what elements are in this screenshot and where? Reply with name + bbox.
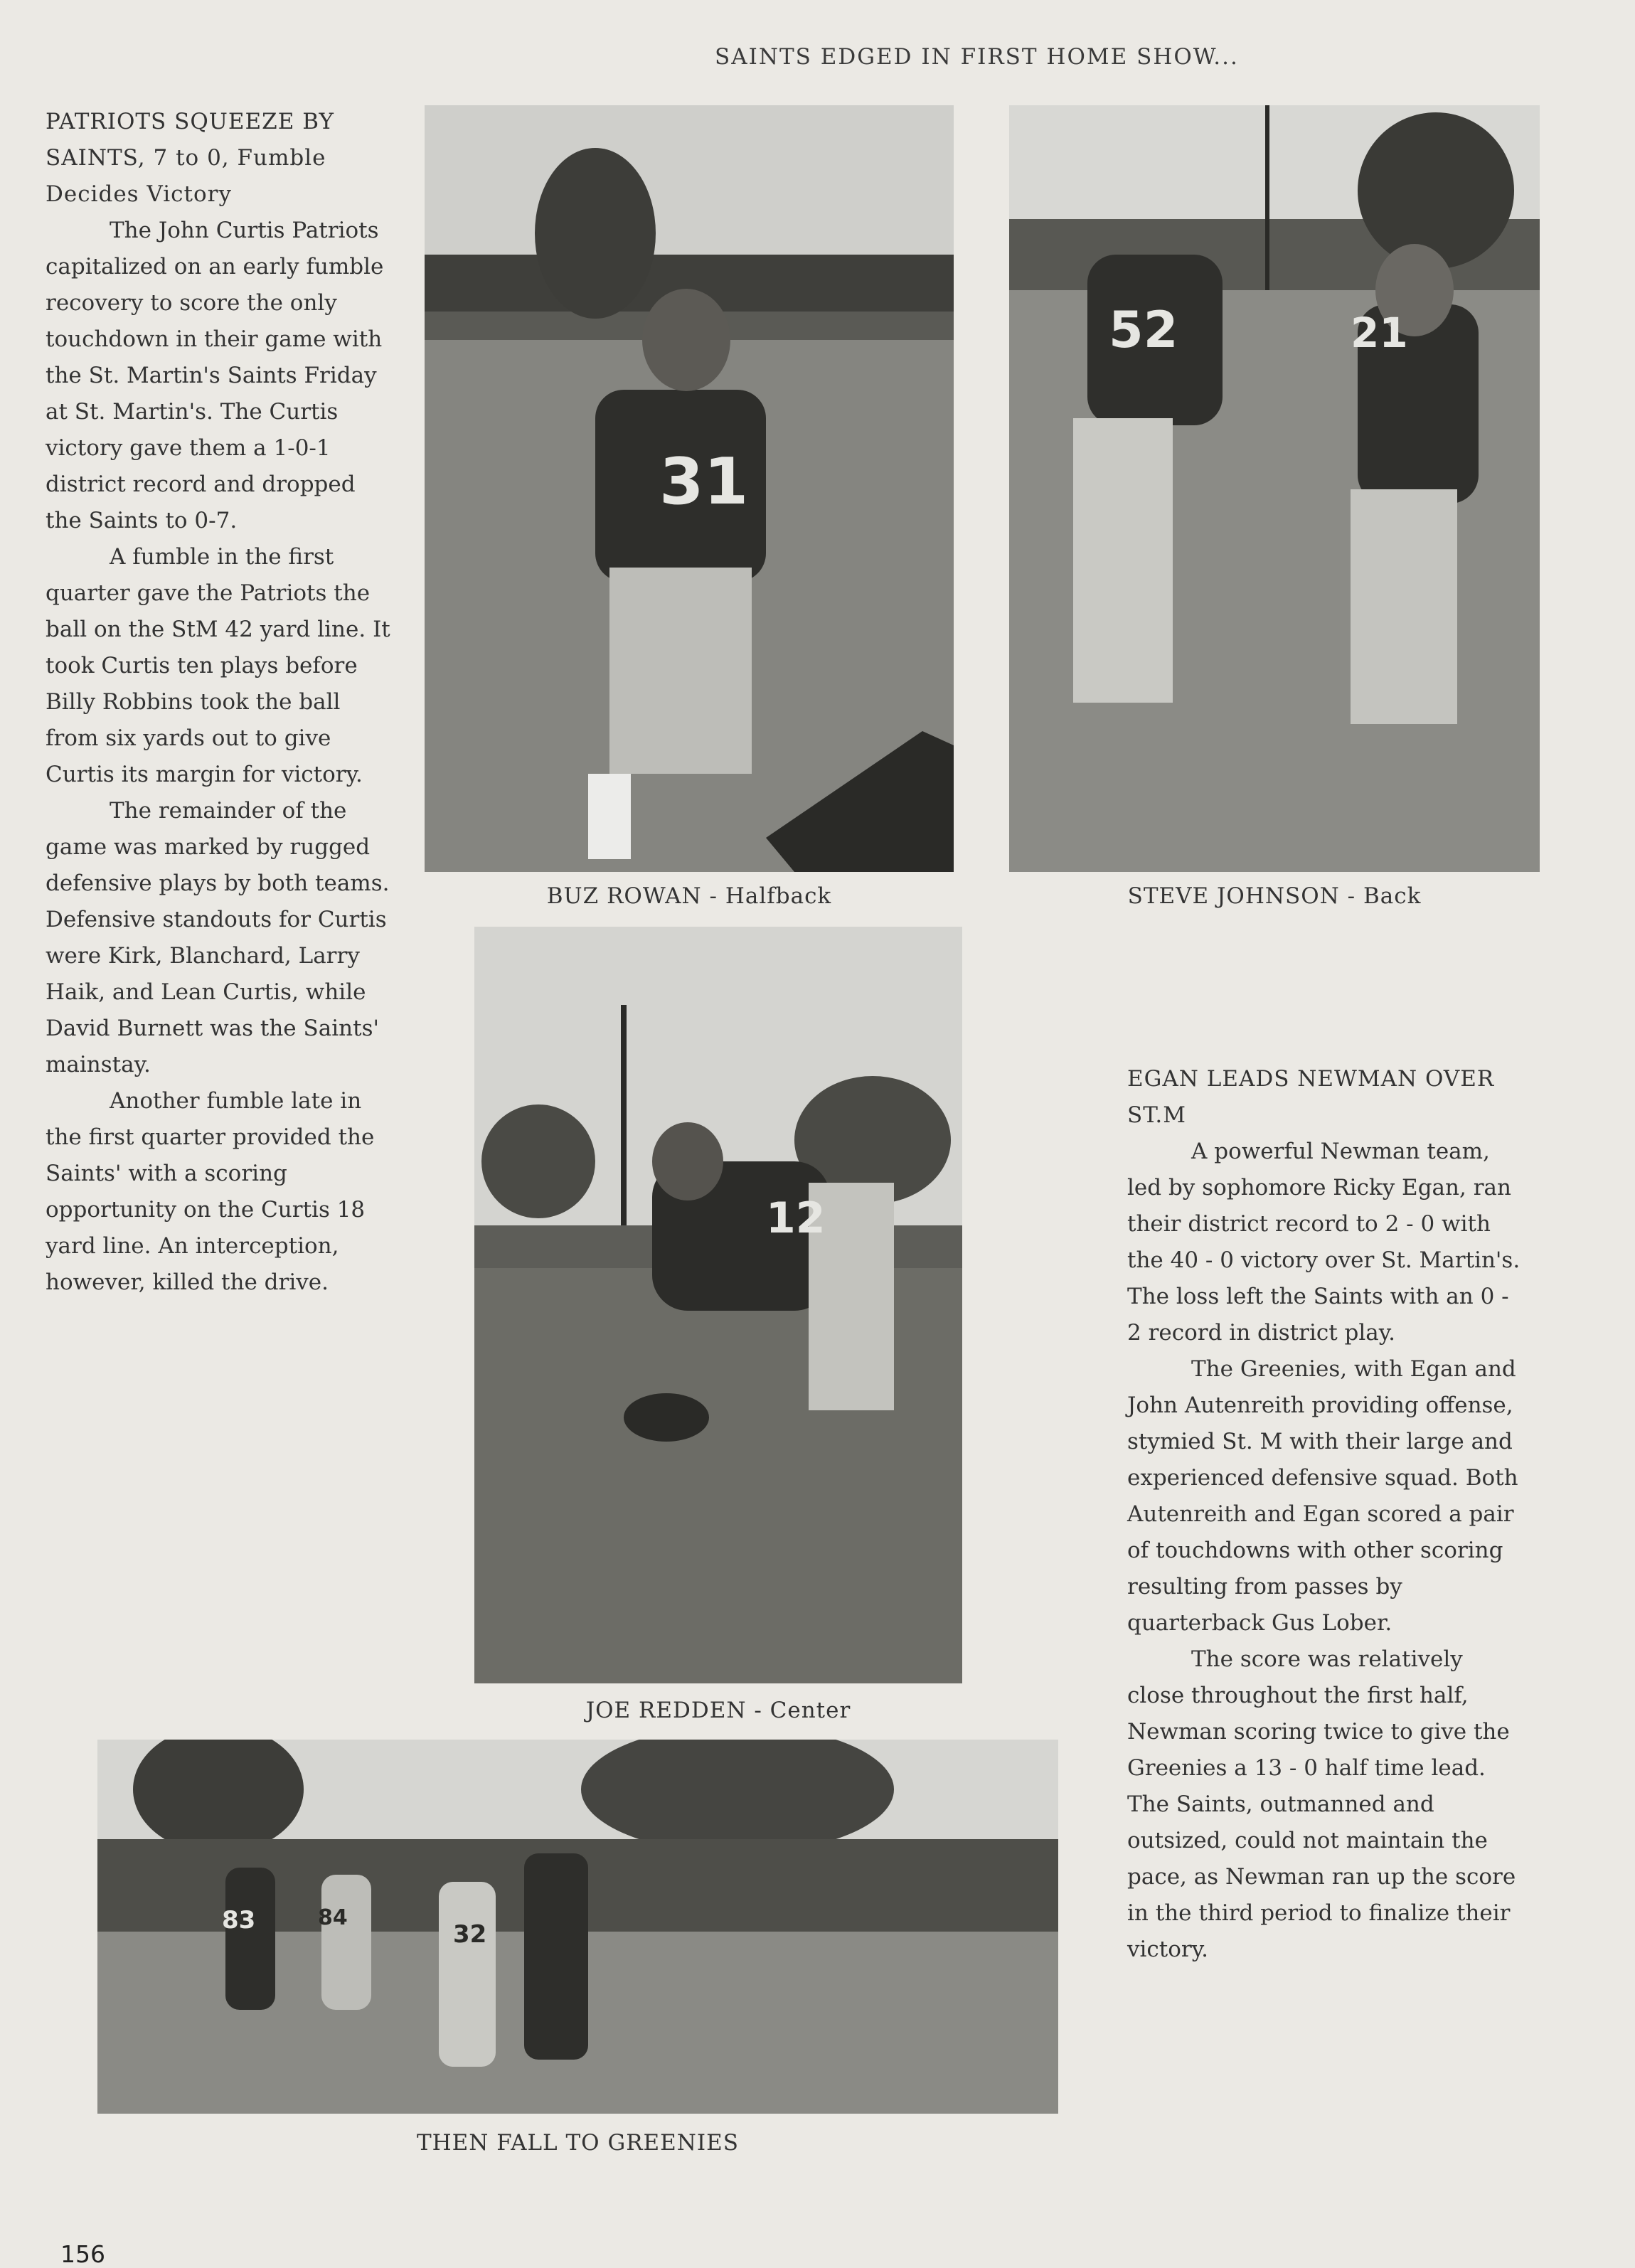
left-paragraph-2: A fumble in the first quarter gave the Patriots the ball on the StM 42 yard line. It took Curtis ten plays before Billy Robbins took the ball from six yards out to give Curtis its margin for victory. (46, 544, 390, 787)
right-headline-line-1: EGAN LEADS NEWMAN OVER (1127, 1066, 1495, 1092)
johnson-jersey-left: 52 (1109, 301, 1178, 359)
left-article (46, 104, 394, 1301)
left-headline-line-1: PATRIOTS SQUEEZE BY (46, 109, 334, 134)
johnson-jersey-right: 21 (1351, 309, 1408, 357)
photo-steve-johnson (1009, 105, 1540, 872)
running-head: SAINTS EDGED IN FIRST HOME SHOW... (715, 44, 1239, 70)
left-paragraph-1: The John Curtis Patriots capitalized on an early fumble recovery to score the only touchdown in their game with the St. Martin's Saints Friday at St. Martin's. The Curtis victory gave them a 1-0-1 district record and dropped the Saints to 0-7. (46, 218, 384, 533)
game-jersey-1: 83 (222, 1906, 256, 1934)
right-article (1127, 1061, 1525, 1968)
right-paragraph-1: A powerful Newman team, led by sophomore Ricky Egan, ran their district record to 2 - 0 with the 40 - 0 victory over St. Martin's. The loss left the Saints with an 0 - 2 record in district play. (1127, 1139, 1521, 1346)
rowan-jersey-number: 31 (659, 444, 749, 519)
left-headline-line-2: SAINTS, 7 to 0, Fumble (46, 145, 326, 171)
caption-joe-redden: JOE REDDEN - Center (585, 1698, 851, 1723)
left-paragraph-4: Another fumble late in the first quarter provided the Saints' with a scoring opportunity on the Curtis 18 yard line. An interception, however, killed the drive. (46, 1088, 375, 1295)
caption-game-action: THEN FALL TO GREENIES (416, 2130, 740, 2156)
photo-buz-rowan (425, 105, 954, 872)
photo-game-action (97, 1740, 1058, 2114)
redden-jersey-number: 12 (766, 1193, 826, 1243)
left-headline-line-3: Decides Victory (46, 181, 233, 207)
right-headline-line-2: ST.M (1127, 1102, 1186, 1128)
caption-steve-johnson: STEVE JOHNSON - Back (1127, 883, 1422, 909)
game-jersey-3: 84 (318, 1905, 348, 1930)
caption-buz-rowan: BUZ ROWAN - Halfback (546, 883, 832, 909)
right-paragraph-3: The score was relatively close throughout the first half, Newman scoring twice to give the Greenies a 13 - 0 half time lead. The Saints, outmanned and outsized, could not maintain the pace, as Newman ran up the score in the third period to finalize their victory. (1127, 1646, 1516, 1962)
page-number: 156 (60, 2240, 105, 2268)
right-paragraph-2: The Greenies, with Egan and John Autenreith providing offense, stymied St. M with their large and experienced defensive squad. Both Autenreith and Egan scored a pair of touchdowns with other scoring resulting from passes by quarterback Gus Lober. (1127, 1356, 1518, 1636)
photo-joe-redden (474, 927, 962, 1683)
game-jersey-2: 32 (453, 1920, 487, 1949)
left-paragraph-3: The remainder of the game was marked by rugged defensive plays by both teams. Defensive standouts for Curtis were Kirk, Blanchard, Larry Haik, and Lean Curtis, while David Burnett was the Saints' mainstay. (46, 798, 390, 1077)
